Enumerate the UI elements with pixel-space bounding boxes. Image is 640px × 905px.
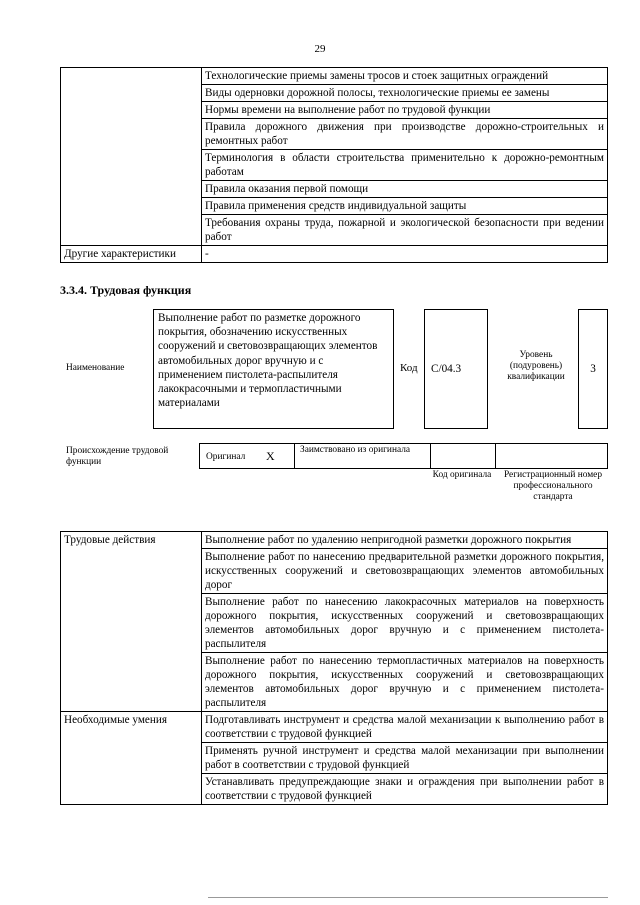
level-value: 3 bbox=[578, 309, 608, 429]
skill-item: Применять ручной инструмент и средства малой механизации при выполнении работ в соответствии с трудовой функцией bbox=[202, 743, 608, 774]
code-caption: Код оригинала bbox=[432, 470, 492, 480]
knowledge-item: Правила дорожного движения при производстве дорожно-строительных и ремонтных работ bbox=[202, 119, 608, 150]
knowledge-table bbox=[60, 67, 608, 263]
code-label: Код bbox=[400, 362, 418, 374]
page-number: 29 bbox=[314, 43, 326, 55]
action-item: Выполнение работ по нанесению предварительной разметки дорожного покрытия, искусственных сооружений и световозвращающих элементов автомобильных дорог bbox=[202, 549, 608, 594]
borrowed-label: Заимствовано из оригинала bbox=[300, 445, 411, 455]
action-item: Выполнение работ по удалению непригодной разметки дорожного покрытия bbox=[202, 532, 608, 549]
other-label: Другие характеристики bbox=[61, 246, 202, 263]
code-value: C/04.3 bbox=[424, 309, 488, 429]
knowledge-item: Правила оказания первой помощи bbox=[202, 181, 608, 198]
divider bbox=[430, 443, 431, 469]
reg-caption: Регистрационный номер профессионального стандарта bbox=[503, 470, 603, 502]
origin-row bbox=[199, 443, 608, 469]
knowledge-item: Требования охраны труда, пожарной и экологической безопасности при ведении работ bbox=[202, 215, 608, 246]
label-cell bbox=[61, 68, 202, 246]
origin-label: Происхождение трудовой функции bbox=[66, 446, 169, 467]
table-row bbox=[61, 712, 608, 743]
table-row bbox=[61, 532, 608, 549]
section-title: 3.3.4. Трудовая функция bbox=[60, 283, 192, 297]
skill-item: Подготавливать инструмент и средства малой механизации к выполнению работ в соответствии с трудовой функцией bbox=[202, 712, 608, 743]
skill-item: Устанавливать предупреждающие знаки и ограждения при выполнении работ в соответствии с трудовой функцией bbox=[202, 774, 608, 805]
details-table bbox=[60, 531, 608, 805]
actions-label: Трудовые действия bbox=[61, 532, 202, 712]
function-name: Выполнение работ по разметке дорожного покрытия, обозначению искусственных сооружений и световозвращающих элементов автомобильных дорог вручную и с применением пистолета-распылителя лакокрасочными и термопластичными материалами bbox=[153, 309, 394, 429]
knowledge-item: Технологические приемы замены тросов и стоек защитных ограждений bbox=[202, 68, 608, 85]
skills-label: Необходимые умения bbox=[61, 712, 202, 805]
original-label: Оригинал bbox=[206, 452, 246, 462]
divider bbox=[495, 443, 496, 469]
table-row bbox=[61, 246, 608, 263]
other-value: - bbox=[202, 246, 608, 263]
knowledge-item: Виды одерновки дорожной полосы, технологические приемы ее замены bbox=[202, 85, 608, 102]
footer-line bbox=[208, 897, 608, 898]
knowledge-item: Терминология в области строительства применительно к дорожно-ремонтным работам bbox=[202, 150, 608, 181]
knowledge-item: Нормы времени на выполнение работ по трудовой функции bbox=[202, 102, 608, 119]
original-mark: X bbox=[266, 449, 275, 463]
table-row bbox=[61, 68, 608, 85]
knowledge-item: Правила применения средств индивидуальной защиты bbox=[202, 198, 608, 215]
divider bbox=[294, 443, 295, 469]
action-item: Выполнение работ по нанесению термопластичных материалов на поверхность дорожного покрытия, искусственных сооружений и световозвращающих элементов автомобильных дорог вручную и с применением пистолета-распылителя bbox=[202, 653, 608, 712]
name-label: Наименование bbox=[66, 363, 125, 373]
level-label: Уровень (подуровень) квалификации bbox=[507, 350, 565, 382]
action-item: Выполнение работ по нанесению лакокрасочных материалов на поверхность дорожного покрытия, искусственных сооружений и световозвращающих элементов автомобильных дорог вручную и с применением пистолета-распылителя bbox=[202, 594, 608, 653]
